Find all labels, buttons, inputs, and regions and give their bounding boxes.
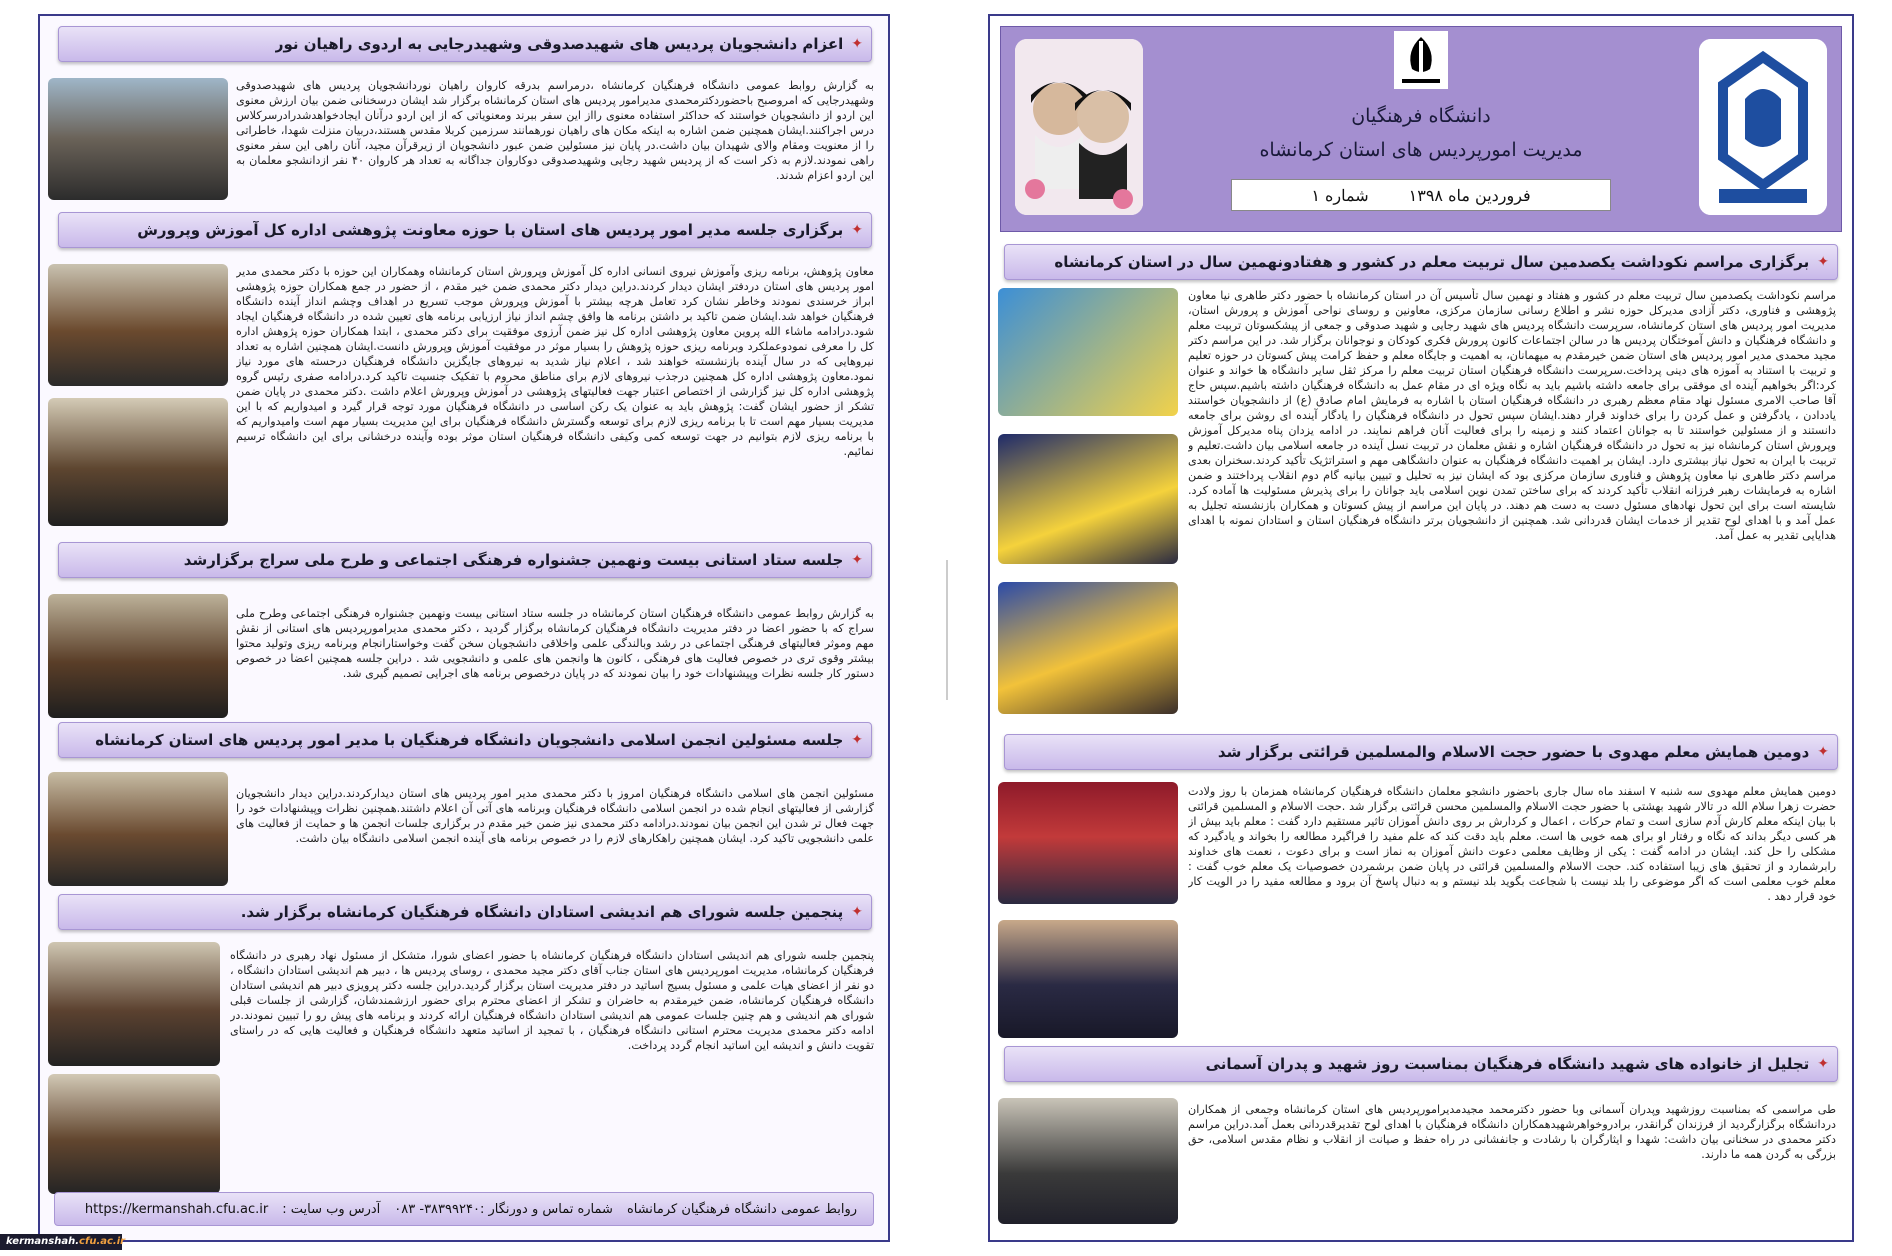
article-body: به گزارش روابط عمومی دانشگاه فرهنگیان کرمانشاه ،درمراسم بدرقه کاروان راهیان نوردانشجویان پردیس های شهیدصدوقی وشهیدرجایی که امروصبح باحضوردکترمحمدی مدیرامور پردیس های استان کرمانشاه برگزار شد ایشان درسخنانی ضمن بیان ارزش معنوی این اردو از دانشجویان خواستند که حداکثر استفاده معنوی رااز این سفر ببرند ومعنویاتی که از این اردو درآنان ایجادخواهدشدرادرسرکلاس درس اجراکنند.ایشان همچنین ضمن اشاره به اینکه مکان های راهیان نورهمانند سرزمین کربلا مقدس هستند،دربیان منزلت شهدا، خاطراتی را از معنویت ومقام والای شهیدان بیان داشت.در پایان نیز مسئولین ضمن عبور دانشجویان از زیرقرآن مجید، آنان راهی این سفر معنوی راهی نمودند.لازم به ذکر است که از پردیس شهید رجایی وشهیدصدوقی دوکاروان جداگانه به تعداد هر کاروان ۴۰ نفر ازدانشجو معلمان به این اردو اعزام شدند. (236, 79, 874, 182)
article-photo (48, 1074, 220, 1194)
iran-emblem (1394, 31, 1448, 89)
article-photo (48, 772, 228, 886)
article-heading: ✦ دومین همایش معلم مهدوی با حضور حجت الاسلام والمسلمین قرائتی برگزار شد (1004, 734, 1838, 770)
university-logo (1699, 39, 1827, 215)
star-bullet-icon: ✦ (1817, 254, 1829, 270)
front-page (988, 14, 1854, 1242)
article-photo (998, 288, 1178, 416)
star-bullet-icon: ✦ (851, 732, 863, 748)
article-photo (998, 434, 1178, 564)
article-body: دومین همایش معلم مهدوی سه شنبه ۷ اسفند ماه سال جاری باحضور دانشجو معلمان دانشگاه فرهنگیان کرمانشاه همزمان با روز ولادت حضرت زهرا سلام الله در تالار شهید بهشتی با حضور حجت الاسلام والمسلمین محسن قرائتی برگزار شد .حجت الاسلام و المسلمین قرائتی با بیان اینکه معلم کارش آدم سازی است و تمام حرکات ، اعمال و کردارش بر روی دانش آموزان تاثیر مستقیم دارد گفت : معلم باید بیش از هر کسی دیگر بداند که نگاه و رفتار او برای همه خوبی ها است. معلم باید دقت کند که علم مفید را فراگیرد مطالعه را بخواند و یادگیرد که مشکلی را حل کند. ایشان در ادامه گفت : یکی از وظایف معلمی دعوت دانش آموزان به نماز است و برای دعوت ، نعمت های خداوند رابرشمارد و از تحقیق های زیبا استفاده کند. حجت الاسلام والمسلمین قرائتی در پایان ضمن برشمردن خصوصیات یک معلم خوب گفت : معلم خوب معلمی است که اگر موضوعی را بلد نیست با شجاعت بگوید بلد نیستم و به دنبال پاسخ آن برود و مطالعه مفید را در الویت کار خود قرار دهد . (1188, 785, 1836, 903)
footer-contact: شماره تماس و دورنگار :۳۸۳۹۹۲۴۰- ۰۸۳ (394, 1201, 613, 1217)
article-photo (48, 594, 228, 718)
back-page (38, 14, 890, 1242)
article-heading: ✦ پنجمین جلسه شورای هم اندیشی استادان دانشگاه فرهنگیان کرمانشاه برگزار شد. (58, 894, 872, 930)
issue-number: شماره ۱ (1311, 185, 1369, 205)
article-photo (998, 582, 1178, 714)
article-heading: ✦ برگزاری جلسه مدیر امور پردیس های استان با حوزه معاونت پژوهشی اداره کل آموزش وپرورش (58, 212, 872, 248)
footer-org: روابط عمومی دانشگاه فرهنگیان کرمانشاه (626, 1201, 857, 1217)
footer-website-label: آدرس وب سایت : (282, 1201, 381, 1217)
article-heading: ✦ اعزام دانشجویان پردیس های شهیدصدوقی وشهیدرجایی به اردوی راهیان نور (58, 26, 872, 62)
issue-bar (1231, 179, 1611, 211)
article-photo (48, 264, 228, 386)
article-heading: ✦ جلسه ستاد استانی بیست ونهمین جشنواره فرهنگی اجتماعی و طرح ملی سراج برگزارشد (58, 542, 872, 578)
star-bullet-icon: ✦ (851, 904, 863, 920)
star-bullet-icon: ✦ (1817, 744, 1829, 760)
page-divider (946, 560, 948, 700)
office-name: مدیریت امورپردیس های استان کرمانشاه (1259, 139, 1583, 161)
article-photo (998, 1098, 1178, 1224)
article-body: معاون پژوهش، برنامه ریزی وآموزش نیروی انسانی اداره کل آموزش وپرورش استان کرمانشاه وهمکاران این حوزه با دکتر محمدی مدیر امور پردیس های استان دردفتر ایشان دیدار کردند.دراین دیدار دکتر محمدی ضمن خیر مقدم ، از حضور در جمع همکاران حوزه پژوهشی ابراز خرسندی نمودند وخاطر نشان کرد تعامل هرچه بیشتر با آموزش وپرورش موجب تسریع در اهداف وچشم انداز آینده دانشگاه فرهنگیان خواهد شد.ایشان ضمن تاکید بر داشتن برنامه ها وافق چشم انداز نیاز ارزیابی برنامه های تعیین شده در دانشگاه فرهنگیان ایجاد شود.درادامه ماشاء الله پروین معاون پژوهشی اداره کل نیز ضمن آرزوی موفقیت برای دکتر محمدی ، ابتدا همکاران حوزه پژوهش اداره کل را معرفی نمودوعملکرد وبرنامه ریزی حوزه پژوهش را بسیار موثر در موفقیت آموزش وپرورش دانست.ایشان همچنین اشاره به تعداد نیروهایی که در سال آینده بازنشسته خواهند شد ، اعلام نیاز شدید به نیروهای جایگزین دانشگاه فرهنگیان درحسته های مورد نیاز نمود.معاون پژوهشی اداره کل همچنین درجذب نیروهای لازم برای مناطق محروم با تفکیک جنسیت تاکید کرد.درادامه صفری رئیس گروه پژوهشی اداره کل نیز گزارشی از اختصاص اعتبار جهت فعالیتهای پژوهشی در آموزش وپرورش اعلام داشت .دکتر محمدی در پایان ضمن تشکر از حضور ایشان گفت: پژوهش باید به عنوان یک رکن اساسی در دانشگاه فرهنگیان مورد توجه قرار گیرد و امیدواریم که با این مدیریت بسیار مهم است تا با برنامه ریزی لازم برای توسعه وگسترش دانشگاه فرهنگیان برای این مدیریت بسیار مهم است وامیدواریم که با برنامه ریزی لازم بتوانیم در جهت توسعه کمی وکیفی دانشگاه فرهنگیان استان موثر بوده وآینده درخشانی برای این دانشگاه ترسیم نمائیم. (236, 265, 874, 458)
site-brand-tag[interactable]: kermanshah.cfu.ac.ir (0, 1234, 122, 1250)
article-photo (998, 782, 1178, 904)
footer-website-link[interactable]: https://kermanshah.cfu.ac.ir (84, 1201, 269, 1217)
article-body: طی مراسمی که بمناسبت روزشهید وپدران آسمانی وبا حضور دکترمحمد مجیدمدیرامورپردیس های استان کرمانشاه وجمعی از همکاران دردانشگاه برگزارگردید از فرزندان گرانقدر، برادروخواهرشهیدهمکاران دانشگاه فرهنگیان با اهدای لوح تقدیرقدردانی بعمل آمد.دراین مراسم دکتر محمدی در سخنانی بیان داشت: شهدا و ایثارگران با رشادت و جانفشانی در راه حفظ و صیانت از انقلاب و نظام مقدس اسلامی، حق بزرگی به گردن همه ما دارند. (1188, 1103, 1836, 1161)
article-photo (48, 398, 228, 526)
leaders-portrait (1015, 39, 1143, 215)
star-bullet-icon: ✦ (851, 36, 863, 52)
star-bullet-icon: ✦ (851, 552, 863, 568)
contact-footer (54, 1192, 874, 1226)
university-name: دانشگاه فرهنگیان (1351, 105, 1491, 127)
article-body: مسئولین انجمن های اسلامی دانشگاه فرهنگیان امروز با دکتر محمدی مدیر امور پردیس های استان دیدارکردند.دراین دیدار دانشجویان گزارشی از فعالیتهای انجام شده در انجمن اسلامی دانشگاه فرهنگیان وبرنامه های آتی آن اعلام داشتند.همچنین نظرات وپیشنهادات خود را جهت فعال تر شدن این انجمن بیان نمودند.درادامه دکتر محمدی نیز ضمن خیر مقدم در برگزاری جلسات انجمن ها و حمایت از فعالیت های علمی دانشجویی تاکید کرد. ایشان همچنین راهکارهای لازم را در خصوص برنامه های آینده انجمن اسلامی دانشگاه بیان داشت. (236, 787, 874, 845)
star-bullet-icon: ✦ (851, 222, 863, 238)
article-body: پنجمین جلسه شورای هم اندیشی استادان دانشگاه فرهنگیان کرمانشاه با حضور اعضای شورا، متشکل از مسئول نهاد رهبری در دانشگاه فرهنگیان کرمانشاه، مدیریت امورپردیس های استان جناب آقای دکتر مجید محمدی ، روسای پردیس ها ، دبیر هم اندیشی استادان دانشگاه ، دو نفر از اعضای هیات علمی و مسئول بسیج اساتید در دفتر مدیریت استان برگزار گردید.دراین جلسه دکتر پرویزی دبیر هم اندیشی استادان دانشگاه فرهنگیان کرمانشاه، ضمن خیرمقدم به حاضران و تشکر از اعضای محترم برای حضور ارزشمندشان، گزارشی از جلسات قبلی شورای هم اندیشی و هم چنین جلسات عمومی هم اندیشی استادان دانشگاه فرهنگیان ارائه کردند و برنامه های پیش رو را تبیین نمودند.در ادامه دکتر محمدی مدیریت محترم استانی دانشگاه فرهنگیان ، با تمجید از اساتید متعهد دانشگاه فرهنگیان و فعالیت هایی که در راستای تقویت دانش و اندیشه این اساتید انجام گردد پرداخت. (230, 949, 874, 1052)
article-heading: ✦ جلسه مسئولین انجمن اسلامی دانشجویان دانشگاه فرهنگیان با مدیر امور پردیس های استان کرمانشاه (58, 722, 872, 758)
article-photo (998, 920, 1178, 1038)
article-heading: ✦ برگزاری مراسم نکوداشت یکصدمین سال تربیت معلم در کشور و هفتادونهمین سال در استان کرمانشاه (1004, 244, 1838, 280)
article-body: به گزارش روابط عمومی دانشگاه فرهنگیان استان کرمانشاه در جلسه ستاد استانی بیست ونهمین جشنواره فرهنگی اجتماعی وطرح ملی سراج که با حضور اعضا در دفتر مدیریت دانشگاه فرهنگیان کرمانشاه برگزار گردید ، دکتر محمدی مدیرامورپردیس های استانی از نقش مهم وموثر فعالیتهای فرهنگی اجتماعی در رشد وبالندگی علمی واخلاقی دانشجویان سخن گفت وخواستارانجام وبرنامه ریزی وتولید محتوا بیشتر وقوی تری در خصوص فعالیت های فرهنگی ، کانون ها وانجمن های علمی و دانشجویی شد . دراین جلسه همچنین اعضا در خصوص دستور کار جلسه نظرات وپیشنهادات خود را بیان نمودند که در پایان درخصوص برنامه های اجرایی تصمیم گیری شد. (236, 607, 874, 680)
masthead-title (1231, 99, 1611, 167)
article-photo (48, 942, 220, 1066)
article-heading: ✦ تجلیل از خانواده های شهید دانشگاه فرهنگیان بمناسبت روز شهید و پدران آسمانی (1004, 1046, 1838, 1082)
issue-date: فروردین ماه ۱۳۹۸ (1408, 185, 1531, 205)
article-body: مراسم نکوداشت یکصدمین سال تربیت معلم در کشور و هفتاد و نهمین سال تأسیس آن در استان کرمانشاه با حضور دکتر طاهری نیا معاون پژوهشی و فناوری، دکتر آزادی مدیرکل حوزه نشر و اطلاع رسانی سازمان مرکزی، معاونین و روسای نواحی آموزش و پرورش استان، مدیریت امور پردیس های استان کرمانشاه، سرپرست دانشگاه پردیس های شهید رجایی و شهید صدوقی و جمعی از پیشکسوتان تربیت معلم و دانشگاه فرهنگیان و دانش آموختگان پردیس ها در سالن اجتماعات کانون پرورش فکری کودکان و نوجوانان برگزار شد. در این مراسم دکتر مجید محمدی مدیر امور پردیس های استان ضمن خیرمقدم به میهمانان، به اهمیت و جایگاه معلم و حفظ کرامت پیش کسوتان در حوزه تعلیم و تربیت با استناد به آموزه های دینی پرداخت.سرپرست دانشگاه فرهنگیان استان تربیت معلم را مرکز ثقل سایر دانشگاه ها خواند و عنوان کرد:اگر بخواهیم آینده ای موفقی برای جامعه داشته باشیم باید به نگاه ویژه ای در مقام عمل به دانشگاه فرهنگیان داشته باشیم.سپس حاج آقا صاحب الامری مسئول نهاد مقام معظم رهبری در دانشگاه فرهنگیان استان با اشاره به فرمایش امام صادق (ع) از دانشجویان خواستند یاددادن ، یادگرفتن و عمل کردن را برای خداوند قرار دهند.ایشان سپس تحول در دانشگاه فرهنگیان را یادگار آینده ای روشن برای جامعه دانستند و از مسئولین خواستند تا به جوانان اعتماد کنند و زمینه را برای فعالیت آنان فراهم نمایند. در ادامه یزدان پناه مدیرکل آموزش وپرورش استان کرمانشاه نیز به تحول در دانشگاه فرهنگیان اشاره و نقش معلمان در تربیت نسل آینده در جامعه اسلامی بیان داشت.تعلیم و تربیت با ایران به تحول نیاز بیشتری دارد. ایشان بر اهمیت دانشگاه فرهنگیان به عنوان دانشگاهی مهم و استراتژیک تأکید کردند.سخنران بعدی مراسم دکتر طاهری نیا معاون پژوهش و فناوری سازمان مرکزی بود که ایشان نیز به تحلیل و تبیین بیانیه گام دوم انقلاب پرداختند و ضمن اشاره به فرمایشات رهبر فرزانه انقلاب تأکید کردند که برای ساختن تمدن نوین اسلامی باید جوانان را برای پذیرش مسئولیت ها آماده کرد. شایسته است برای این تحول نهادهای مسئول دست به دست هم دهند. در پایان این مراسم از پیش کسوتان و همکاران بازنشسته تجلیل به عمل آمد و با اهدای لوح تقدیر از خدمات ایشان قدردانی شد. همچنین از دانشجویان برتر دانشگاه فرهنگیان استان و استادان نمونه با اهدای هدایایی تقدیر به عمل آمد. (1188, 289, 1836, 542)
article-photo (48, 78, 228, 200)
star-bullet-icon: ✦ (1817, 1056, 1829, 1072)
masthead (1000, 26, 1842, 232)
